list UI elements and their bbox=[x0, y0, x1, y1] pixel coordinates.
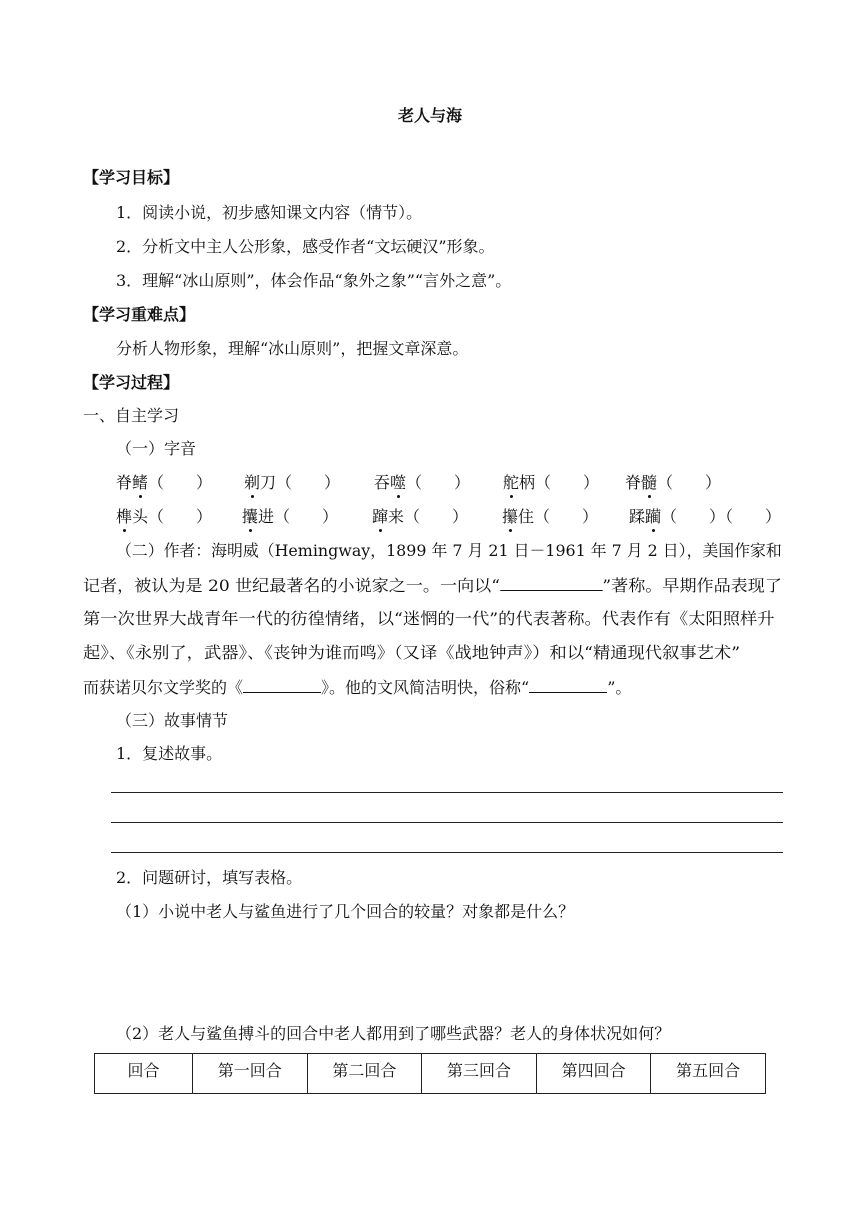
question-rounds: （1）小说中老人与鲨鱼进行了几个回合的较量？对象都是什么？ bbox=[116, 902, 575, 921]
answer-line[interactable] bbox=[111, 852, 783, 853]
answer-blank[interactable] bbox=[529, 677, 607, 693]
key-points-text: 分析人物形象，理解“冰山原则”，把握文章深意。 bbox=[116, 339, 469, 358]
answer-parens: （ ） bbox=[148, 507, 213, 526]
pronunciation-item: 脊鳍（ ） bbox=[116, 473, 213, 492]
goal-item: 3．理解“冰山原则”，体会作品“象外之象”“言外之意”。 bbox=[116, 271, 512, 290]
pronunciation-item: 吞噬（ ） bbox=[374, 473, 471, 492]
plot-heading: （三）故事情节 bbox=[116, 711, 229, 730]
answer-parens: （ ）（ ） bbox=[661, 507, 782, 526]
pronunciation-item: 榫头（ ） bbox=[116, 507, 213, 526]
author-line: 而获诺贝尔文学奖的《 》。他的文风简洁明快，俗称“ ”。 bbox=[83, 678, 632, 697]
table-header-cell: 第三回合 bbox=[422, 1054, 537, 1094]
table-row bbox=[95, 1054, 766, 1094]
table-header-cell: 回合 bbox=[95, 1054, 193, 1094]
author-line: （二）作者：海明威（Hemingway，1899 年 7 月 21 日－1961 年 7 月 2 日），美国作家和 bbox=[116, 541, 782, 560]
goals-heading: 【学习目标】 bbox=[83, 168, 180, 187]
table-header-cell: 第一回合 bbox=[193, 1054, 308, 1094]
pronunciation-item: 蹿来（ ） bbox=[372, 507, 469, 526]
pronunciation-item: 攥住（ ） bbox=[502, 507, 599, 526]
answer-parens: （ ） bbox=[406, 473, 471, 492]
pronunciation-item: 剃刀（ ） bbox=[244, 473, 341, 492]
dotted-char: 攥 bbox=[502, 507, 519, 526]
pronunciation-heading: （一）字音 bbox=[116, 439, 197, 458]
pronunciation-item: 舵柄（ ） bbox=[503, 473, 600, 492]
table-header-cell: 第四回合 bbox=[536, 1054, 651, 1094]
dotted-char: 髓 bbox=[641, 473, 658, 492]
dotted-char: 蹿 bbox=[372, 507, 389, 526]
pronunciation-item: 脊髓（ ） bbox=[625, 473, 722, 492]
goal-item: 1．阅读小说，初步感知课文内容（情节）。 bbox=[116, 203, 423, 222]
dotted-char: 剃 bbox=[244, 473, 261, 492]
author-line: 记者，被认为是 20 世纪最著名的小说家之一。一向以“ ”著称。早期作品表现了 bbox=[83, 576, 782, 595]
answer-blank[interactable] bbox=[243, 677, 321, 693]
answer-parens: （ ） bbox=[148, 473, 213, 492]
answer-line[interactable] bbox=[111, 822, 783, 823]
dotted-char: 榫 bbox=[116, 507, 133, 526]
answer-parens: （ ） bbox=[535, 473, 600, 492]
answer-blank[interactable] bbox=[500, 575, 602, 591]
answer-parens: （ ） bbox=[534, 507, 599, 526]
author-line: 起》、《永别了，武器》、《丧钟为谁而鸣》（又译《战地钟声》）和以“精通现代叙事艺术” bbox=[83, 643, 741, 662]
answer-line[interactable] bbox=[111, 792, 783, 793]
section-self-study: 一、自主学习 bbox=[83, 406, 180, 425]
author-line: 第一次世界大战青年一代的彷徨情绪，以“迷惘的一代”的代表著称。代表作有《太阳照样升 bbox=[83, 609, 775, 628]
question-weapons: （2）老人与鲨鱼搏斗的回合中老人都用到了哪些武器？老人的身体状况如何？ bbox=[116, 1024, 671, 1043]
pronunciation-item: 攮进（ ） bbox=[242, 507, 339, 526]
answer-parens: （ ） bbox=[657, 473, 722, 492]
question-discussion: 2．问题研讨，填写表格。 bbox=[116, 868, 303, 887]
goal-item: 2．分析文中主人公形象，感受作者“文坛硬汉”形象。 bbox=[116, 237, 495, 256]
dotted-char: 噬 bbox=[390, 473, 407, 492]
answer-parens: （ ） bbox=[276, 473, 341, 492]
answer-parens: （ ） bbox=[274, 507, 339, 526]
dotted-char: 鳍 bbox=[132, 473, 149, 492]
question-retell: 1．复述故事。 bbox=[116, 744, 223, 763]
process-heading: 【学习过程】 bbox=[83, 373, 180, 392]
rounds-table bbox=[94, 1053, 766, 1094]
answer-parens: （ ） bbox=[404, 507, 469, 526]
table-header-cell: 第五回合 bbox=[651, 1054, 766, 1094]
dotted-char: 躏 bbox=[645, 507, 662, 526]
table-header-cell: 第二回合 bbox=[307, 1054, 422, 1094]
dotted-char: 攮 bbox=[242, 507, 259, 526]
pronunciation-item: 蹂躏（ ）（ ） bbox=[629, 507, 782, 526]
key-points-heading: 【学习重难点】 bbox=[83, 305, 196, 324]
page-title: 老人与海 bbox=[397, 106, 462, 125]
dotted-char: 舵 bbox=[503, 473, 520, 492]
